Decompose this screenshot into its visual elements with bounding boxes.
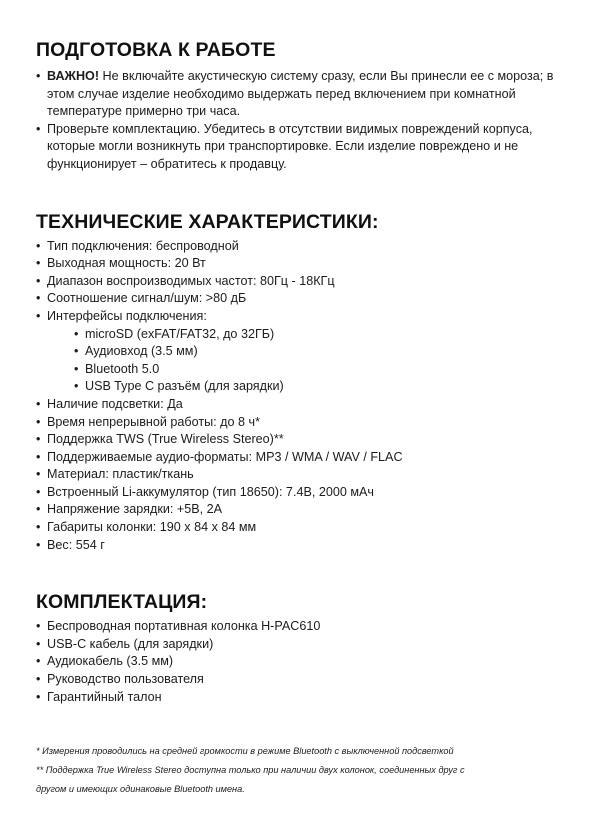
- spec-item: • Материал: пластик/ткань: [36, 466, 560, 484]
- warning-lead: ВАЖНО!: [47, 69, 100, 83]
- spec-item: • Встроенный Li-аккумулятор (тип 18650): 7.4В, 2000 мАч: [36, 484, 560, 502]
- spec-item: • Поддержка TWS (True Wireless Stereo)**: [36, 431, 560, 449]
- list-item: [36, 68, 560, 121]
- spec-item: • Диапазон воспроизводимых частот: 80Гц - 18КГц: [36, 273, 560, 291]
- interface-item: • Bluetooth 5.0: [36, 361, 560, 379]
- spec-item: • Наличие подсветки: Да: [36, 396, 560, 414]
- list-item: [36, 121, 560, 174]
- spec-item: • Напряжение зарядки: +5В, 2А: [36, 501, 560, 519]
- footnote-tws-line1: ** Поддержка True Wireless Stereo доступна только при наличии двух колонок, соединенных друг с: [36, 765, 465, 775]
- interface-item: • USB Type C разъём (для зарядки): [36, 378, 560, 396]
- footnote-tws-line2: другом и имеющих одинаковые Bluetooth имена.: [36, 784, 245, 794]
- list-item-text: Не включайте акустическую систему сразу, если Вы принесли ее с мороза; в этом случае изделие необходимо выдержать перед включением при комнатной температуре примерно три часа.: [47, 69, 554, 119]
- section-title-specs: ТЕХНИЧЕСКИЕ ХАРАКТЕРИСТИКИ:: [36, 210, 379, 233]
- footnotes: [36, 742, 566, 799]
- specs-list: [36, 238, 560, 326]
- spec-item: • Интерфейсы подключения:: [36, 308, 560, 326]
- section-title-kit: КОМПЛЕКТАЦИЯ:: [36, 591, 208, 614]
- kit-item: • USB-C кабель (для зарядки): [36, 636, 560, 654]
- list-item-text: Проверьте комплектацию. Убедитесь в отсутствии видимых повреждений корпуса, которые могли возникнуть при транспортировке. Если изделие повреждено и не функционирует – обратитесь к продавцу.: [47, 121, 533, 171]
- kit-item: • Беспроводная портативная колонка H-PAC610: [36, 618, 560, 636]
- spec-item: • Выходная мощность: 20 Вт: [36, 255, 560, 273]
- manual-page: [36, 38, 560, 706]
- kit-item: • Гарантийный талон: [36, 689, 560, 707]
- spec-item: • Габариты колонки: 190 х 84 х 84 мм: [36, 519, 560, 537]
- kit-item: • Аудиокабель (3.5 мм): [36, 653, 560, 671]
- interface-item: • Аудиовход (3.5 мм): [36, 343, 560, 361]
- kit-list: [36, 618, 560, 706]
- interface-item: • microSD (exFAT/FAT32, до 32ГБ): [36, 326, 560, 344]
- footnote-battery: * Измерения проводились на средней громкости в режиме Bluetooth с выключенной подсветкой: [36, 746, 454, 756]
- specs-list-continued: [36, 396, 560, 554]
- interfaces-list: [36, 326, 560, 396]
- spec-item: • Вес: 554 г: [36, 537, 560, 555]
- section-title-preparation: ПОДГОТОВКА К РАБОТЕ: [36, 39, 276, 61]
- preparation-list: [36, 68, 560, 174]
- kit-item: • Руководство пользователя: [36, 671, 560, 689]
- spec-item: • Время непрерывной работы: до 8 ч*: [36, 414, 560, 432]
- spec-item: • Соотношение сигнал/шум: >80 дБ: [36, 290, 560, 308]
- spec-item: • Поддерживаемые аудио-форматы: MP3 / WMA / WAV / FLAC: [36, 449, 560, 467]
- spec-item: • Тип подключения: беспроводной: [36, 238, 560, 256]
